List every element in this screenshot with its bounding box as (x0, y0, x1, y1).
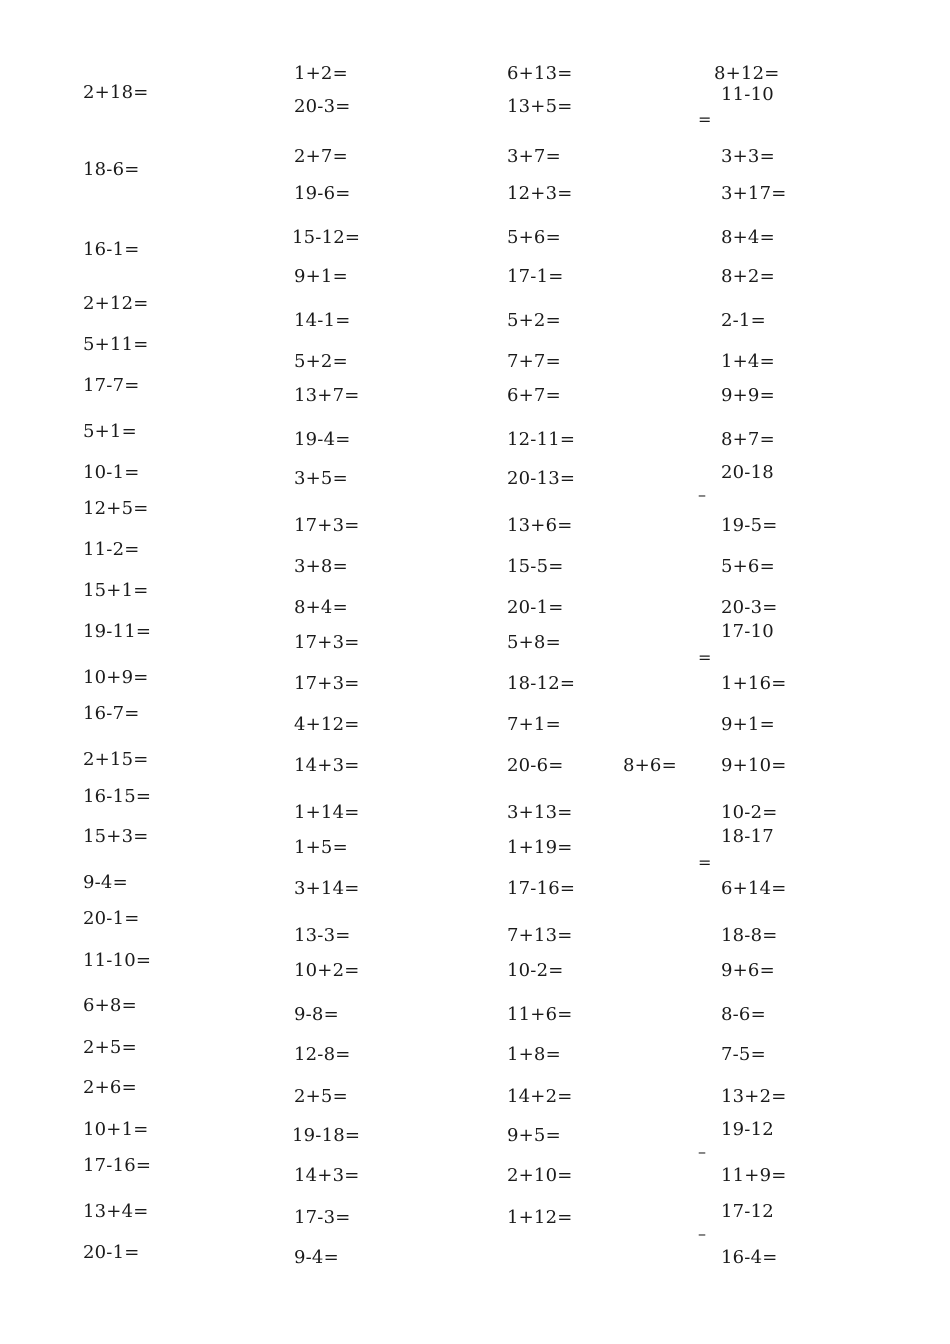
problem: 18-6= (83, 159, 140, 180)
problem: 7-5= (721, 1044, 766, 1065)
problem: 10+2= (294, 960, 360, 981)
problem: 2+5= (294, 1086, 348, 1107)
problem: 3+14= (294, 878, 360, 899)
problem: 5+2= (507, 310, 561, 331)
problem: 10-1= (83, 462, 140, 483)
problem: 3+5= (294, 468, 348, 489)
problem: 19-11= (83, 621, 152, 642)
problem: 2+10= (507, 1165, 573, 1186)
problem: 2+7= (294, 146, 348, 167)
problem: 19-12 (721, 1119, 774, 1140)
problem: 13+6= (507, 515, 573, 536)
problem: 1+16= (721, 673, 787, 694)
problem: 1+5= (294, 837, 348, 858)
problem: 20-1= (83, 908, 140, 929)
problem: 11-10 (721, 84, 774, 105)
problem: 10-2= (507, 960, 564, 981)
problem: 13-3= (294, 925, 351, 946)
problem: 14-1= (294, 310, 351, 331)
problem: 1+2= (294, 63, 348, 84)
problem: 8-6= (721, 1004, 766, 1025)
problem: 14+3= (294, 755, 360, 776)
problem: 17+3= (294, 673, 360, 694)
problem: 9-4= (294, 1247, 339, 1268)
problem: 2+18= (83, 82, 149, 103)
problem: 13+5= (507, 96, 573, 117)
problem: 6+14= (721, 878, 787, 899)
problem: 13+2= (721, 1086, 787, 1107)
problem: 17+3= (294, 632, 360, 653)
problem: 8+4= (294, 597, 348, 618)
problem: 9+5= (507, 1125, 561, 1146)
problem: 8+7= (721, 429, 775, 450)
problem: 9+10= (721, 755, 787, 776)
problem: 12-8= (294, 1044, 351, 1065)
problem: 20-3= (294, 96, 351, 117)
problem: 7+1= (507, 714, 561, 735)
problem: 17-1= (507, 266, 564, 287)
problem: 5+6= (507, 227, 561, 248)
problem: 13+4= (83, 1201, 149, 1222)
problem: 15-12= (292, 227, 361, 248)
problem: 2+6= (83, 1077, 137, 1098)
problem: 6+8= (83, 995, 137, 1016)
problem: 9+9= (721, 385, 775, 406)
problem: 20-1= (83, 1242, 140, 1263)
problem: 20-6= (507, 755, 564, 776)
problem: 9+6= (721, 960, 775, 981)
problem: 17-7= (83, 375, 140, 396)
problem: 20-3= (721, 597, 778, 618)
problem: 5+6= (721, 556, 775, 577)
problem: 17-3= (294, 1207, 351, 1228)
problem: 7+13= (507, 925, 573, 946)
problem: 9+1= (721, 714, 775, 735)
problem: 5+11= (83, 334, 149, 355)
problem: 20-13= (507, 468, 576, 489)
problem: 8+12= (714, 63, 780, 84)
problem: 17-16= (83, 1155, 152, 1176)
equals-sign: = (698, 110, 712, 129)
problem: 17-16= (507, 878, 576, 899)
problem: 3+3= (721, 146, 775, 167)
problem: 15-5= (507, 556, 564, 577)
problem: 18-8= (721, 925, 778, 946)
problem: 10+1= (83, 1119, 149, 1140)
problem: 8+4= (721, 227, 775, 248)
problem: 11+9= (721, 1165, 787, 1186)
problem: 12+3= (507, 183, 573, 204)
problem: 17-10 (721, 621, 774, 642)
problem: 11-2= (83, 539, 140, 560)
problem: 16-4= (721, 1247, 778, 1268)
problem: 20-18 (721, 462, 774, 483)
problem: 17+3= (294, 515, 360, 536)
problem: 1+14= (294, 802, 360, 823)
problem: 1+8= (507, 1044, 561, 1065)
problem: 9+1= (294, 266, 348, 287)
problem: 1+19= (507, 837, 573, 858)
problem: 10-2= (721, 802, 778, 823)
problem: 3+8= (294, 556, 348, 577)
problem: 10+9= (83, 667, 149, 688)
problem: 16-15= (83, 786, 152, 807)
problem: 7+7= (507, 351, 561, 372)
problem: 5+2= (294, 351, 348, 372)
problem: 2+15= (83, 749, 149, 770)
problem: 11-10= (83, 950, 152, 971)
problem: 15+3= (83, 826, 149, 847)
problem: 3+17= (721, 183, 787, 204)
problem: 2+12= (83, 293, 149, 314)
problem: 6+7= (507, 385, 561, 406)
dash-mark: – (698, 1224, 707, 1243)
problem: 14+2= (507, 1086, 573, 1107)
problem: 15+1= (83, 580, 149, 601)
problem: 13+7= (294, 385, 360, 406)
problem: 8+2= (721, 266, 775, 287)
problem: 3+7= (507, 146, 561, 167)
problem: 19-4= (294, 429, 351, 450)
dash-mark: – (698, 485, 707, 504)
problem: 20-1= (507, 597, 564, 618)
problem: 9-8= (294, 1004, 339, 1025)
problem: 18-12= (507, 673, 576, 694)
problem: 1+12= (507, 1207, 573, 1228)
problem: 2+5= (83, 1037, 137, 1058)
problem: 12-11= (507, 429, 576, 450)
problem: 1+4= (721, 351, 775, 372)
problem: 19-18= (292, 1125, 361, 1146)
equals-sign: = (698, 853, 712, 872)
problem: 16-1= (83, 239, 140, 260)
problem: 14+3= (294, 1165, 360, 1186)
problem: 5+1= (83, 421, 137, 442)
problem: 3+13= (507, 802, 573, 823)
equals-sign: = (698, 648, 712, 667)
problem: 5+8= (507, 632, 561, 653)
problem: 6+13= (507, 63, 573, 84)
problem: 16-7= (83, 703, 140, 724)
problem: 11+6= (507, 1004, 573, 1025)
problem: 9-4= (83, 872, 128, 893)
problem: 4+12= (294, 714, 360, 735)
problem: 2-1= (721, 310, 766, 331)
problem: 19-5= (721, 515, 778, 536)
problem: 8+6= (623, 755, 677, 776)
problem: 12+5= (83, 498, 149, 519)
problem: 18-17 (721, 826, 774, 847)
problem: 17-12 (721, 1201, 774, 1222)
dash-mark: – (698, 1142, 707, 1161)
problem: 19-6= (294, 183, 351, 204)
